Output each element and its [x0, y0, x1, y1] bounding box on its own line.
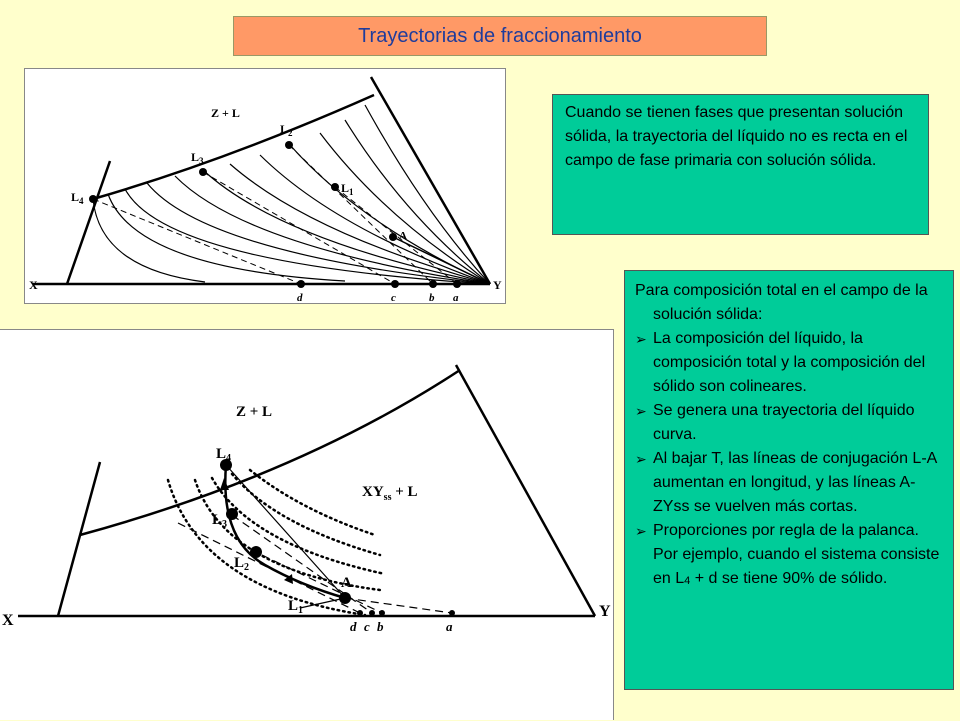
point-b	[429, 280, 437, 288]
point-a-base	[453, 280, 461, 288]
l4-a-line	[226, 465, 345, 598]
label-a: A	[399, 230, 407, 242]
bottom-points	[220, 459, 455, 616]
label-x: X	[2, 612, 14, 629]
label-l1: $L_1$	[341, 181, 354, 197]
slide-title: Trayectorias de fraccionamiento	[233, 16, 767, 56]
label-l3: $L_3$	[212, 512, 228, 530]
label-a-base: a	[446, 619, 453, 634]
point-a-base	[449, 610, 455, 616]
point-l3	[199, 168, 207, 176]
arrow-bullet-icon: ➢	[635, 523, 647, 539]
point-c	[391, 280, 399, 288]
point-d	[297, 280, 305, 288]
note-bottom	[624, 270, 954, 690]
point-d	[357, 610, 363, 616]
label-l3: $L_3$	[191, 150, 204, 166]
label-a: A	[341, 575, 352, 591]
list-item: ➢ Al bajar T, las líneas de conjugación L-A aumentan en longitud, y las líneas A-ZYss se vuelven más cortas.	[635, 447, 945, 519]
label-l4: $L_4$	[216, 446, 232, 464]
top-diagram-svg	[25, 69, 507, 305]
arrow-bullet-icon: ➢	[635, 403, 647, 419]
point-c	[369, 610, 375, 616]
left-boundary	[67, 161, 110, 284]
right-boundary	[456, 365, 595, 616]
point-a	[389, 233, 397, 241]
note-top-text: Cuando se tienen fases que presentan solución sólida, la trayectoria del líquido no es recta en el campo de fase primaria con solución sólida.	[565, 104, 908, 169]
label-x: X	[29, 278, 38, 292]
list-item: ➢ La composición del líquido, la composición total y la composición del sólido son colineares.	[635, 327, 945, 399]
point-l2	[250, 546, 262, 558]
list-item: ➢ Proporciones por regla de la palanca. Por ejemplo, cuando el sistema consiste en L4 + d se tiene 90% de sólido.	[635, 519, 945, 593]
top-phase-diagram	[24, 68, 506, 304]
note-top	[552, 94, 929, 235]
left-boundary	[58, 462, 100, 616]
label-l2: $L_2$	[280, 122, 293, 138]
label-y: Y	[599, 603, 611, 620]
point-a	[339, 592, 351, 604]
cotectic-curve	[80, 370, 460, 535]
point-l3	[226, 508, 238, 520]
label-a-base: a	[453, 292, 459, 304]
note-bottom-intro: Para composición total en el campo de la solución sólida:	[635, 282, 928, 323]
label-l2: $L_2$	[234, 555, 250, 573]
region-label-zl: Z + L	[236, 404, 273, 420]
label-l4: $L_4$	[71, 190, 84, 206]
label-b: b	[377, 619, 384, 634]
bottom-diagram-svg	[0, 330, 614, 721]
list-item: ➢ Se genera una trayectoria del líquido curva.	[635, 399, 945, 447]
label-d: d	[350, 619, 357, 634]
label-c: c	[364, 619, 370, 634]
right-boundary	[371, 77, 490, 284]
dotted-curves	[168, 470, 385, 615]
label-l1: $L_1$	[288, 598, 304, 616]
label-b: b	[429, 292, 435, 304]
label-y: Y	[493, 278, 502, 292]
region-label-zl: Z + L	[211, 106, 240, 120]
label-c: c	[391, 292, 396, 304]
label-d: d	[297, 292, 303, 304]
region-label-xyss: $XY_{ss} + L$	[362, 484, 418, 503]
point-b	[379, 610, 385, 616]
arrow-bullet-icon: ➢	[635, 331, 647, 347]
point-l4	[89, 195, 97, 203]
note-bottom-list	[635, 327, 945, 593]
bottom-phase-diagram	[0, 329, 614, 720]
point-l2	[285, 141, 293, 149]
arrow-bullet-icon: ➢	[635, 451, 647, 467]
point-l1	[331, 183, 339, 191]
